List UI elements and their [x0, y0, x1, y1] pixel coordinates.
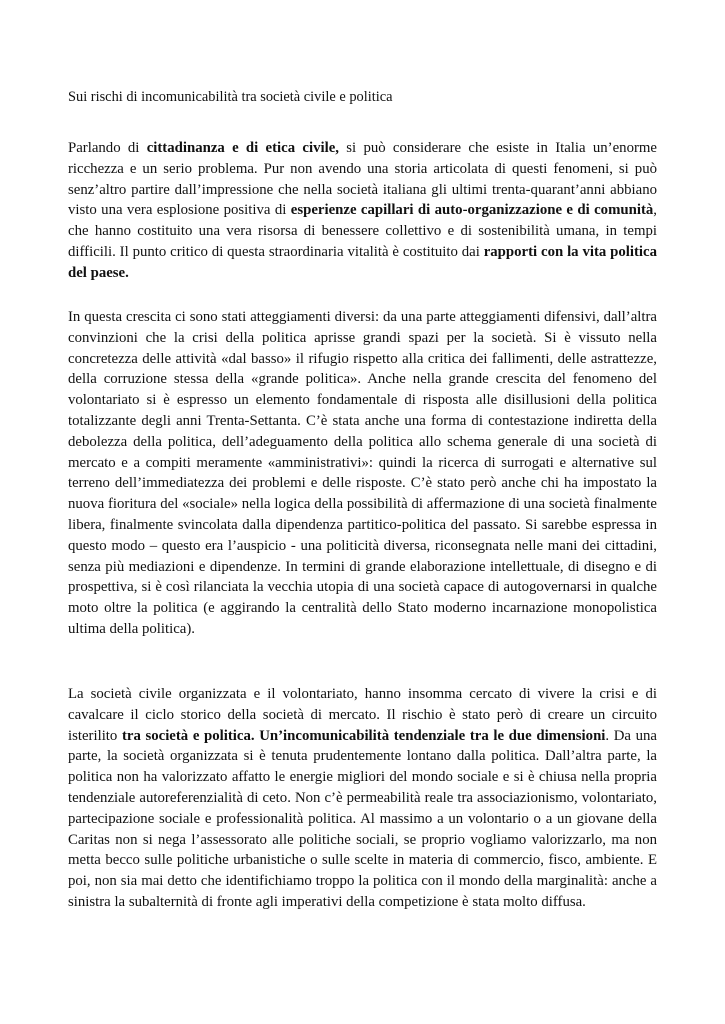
paragraph-1-bold-2: esperienze capillari di auto-organizzazione e di comunità	[290, 202, 654, 219]
paragraph-3-bold-1: tra società e politica. Un’incomunicabilità tendenziale tra le due dimensioni	[121, 727, 606, 744]
paragraph-1-text-1: Parlando di	[68, 140, 147, 156]
paragraph-1-bold-1: cittadinanza e di etica civile,	[146, 140, 339, 156]
document-title: Sui rischi di incomunicabilità tra società civile e politica	[68, 89, 393, 105]
paragraph-2: In questa crescita ci sono stati atteggiamenti diversi: da una parte atteggiamenti difensivi, dall’altra convinzioni che la crisi della politica aprisse grandi spazi per la società. Si è vissuto nella concretezza delle attività «dal basso» il rifugio rispetto alla critica dei fallimenti, delle astrattezze, della corruzione stessa della «grande politica». Anche nella grande crescita del fenomeno del volontariato si è espresso un elemento fondamentale di risposta alle disillusioni della politica totalizzante degli anni Trenta-Settanta. C’è stata anche una forma di contestazione indiretta della debolezza della politica, dell’adeguamento della politica allo schema generale di una società di mercato e a compiti meramente «amministrativi»: quindi la ricerca di surrogati e alternative sul terreno dell’immediatezza dei problemi e delle risposte. C’è stato però anche chi ha impostato la nuova fioritura del «sociale» nella logica della possibilità di affermazione di una società finalmente libera, finalmente svincolata dalla dipendenza partitico-politica del passato. Si sarebbe espressa in questo modo – questo era l’auspicio - una politicità diversa, riconsegnata nelle mani dei cittadini, senza più mediazioni e dipendenze. In termini di grande elaborazione intellettuale, di disegno e di prospettiva, si è così rilanciata la vecchia utopia di una società capace di autogovernarsi in qualche moto oltre la politica (e aggirando la centralità dello Stato moderno incarnazione monopolistica ultima della politica).	[68, 309, 657, 637]
paragraph-1-text-2: si può considerare che esiste in Italia un’enorme ricchezza e un serio problema. Pur non avendo una storia articolata di questi fenomeni, si può senz’altro partire dall’impressione che nella società italiana gli ultimi trenta-quarant’anni abbiano visto una vera esplosione positiva di	[68, 140, 657, 219]
paragraph-3	[68, 684, 657, 913]
paragraph-1-text-3: , che hanno costituito una vera risorsa di benessere collettivo e di sostenibilità umana, in tempi difficili. Il punto critico di questa straordinaria vitalità è costituito dai	[68, 202, 657, 260]
paragraph-1	[68, 138, 657, 284]
paragraph-1-bold-3: rapporti con la vita politica del paese.	[68, 243, 657, 281]
paragraph-3-text-1: La società civile organizzata e il volontariato, hanno insomma cercato di vivere la crisi e di cavalcare il ciclo storico della società di mercato. Il rischio è stato però di creare un circuito isterilito	[68, 686, 657, 744]
paragraph-3-text-2: . Da una parte, la società organizzata si è tenuta prudentemente lontano dalla politica. Dall’altra parte, la politica non ha valorizzato affatto le energie migliori del mondo sociale e si è chiusa nella propria tendenziale autoreferenzialità di ceto. Non c’è permeabilità reale tra associazionismo, volontariato, partecipazione sociale e professionalità politica. Al massimo a un volontario o a un giovane della Caritas non si nega l’assessorato alle politiche sociali, se proprio vogliamo valorizzarlo, ma non metta becco sulle politiche urbanistiche o sulle scelte in materia di commercio, fisco, ambiente. E poi, non sia mai detto che identifichiamo troppo la politica con il mondo della marginalità: anche a sinistra la subalternità di fronte agli imperativi della competizione è stata molto diffusa.	[68, 727, 657, 910]
